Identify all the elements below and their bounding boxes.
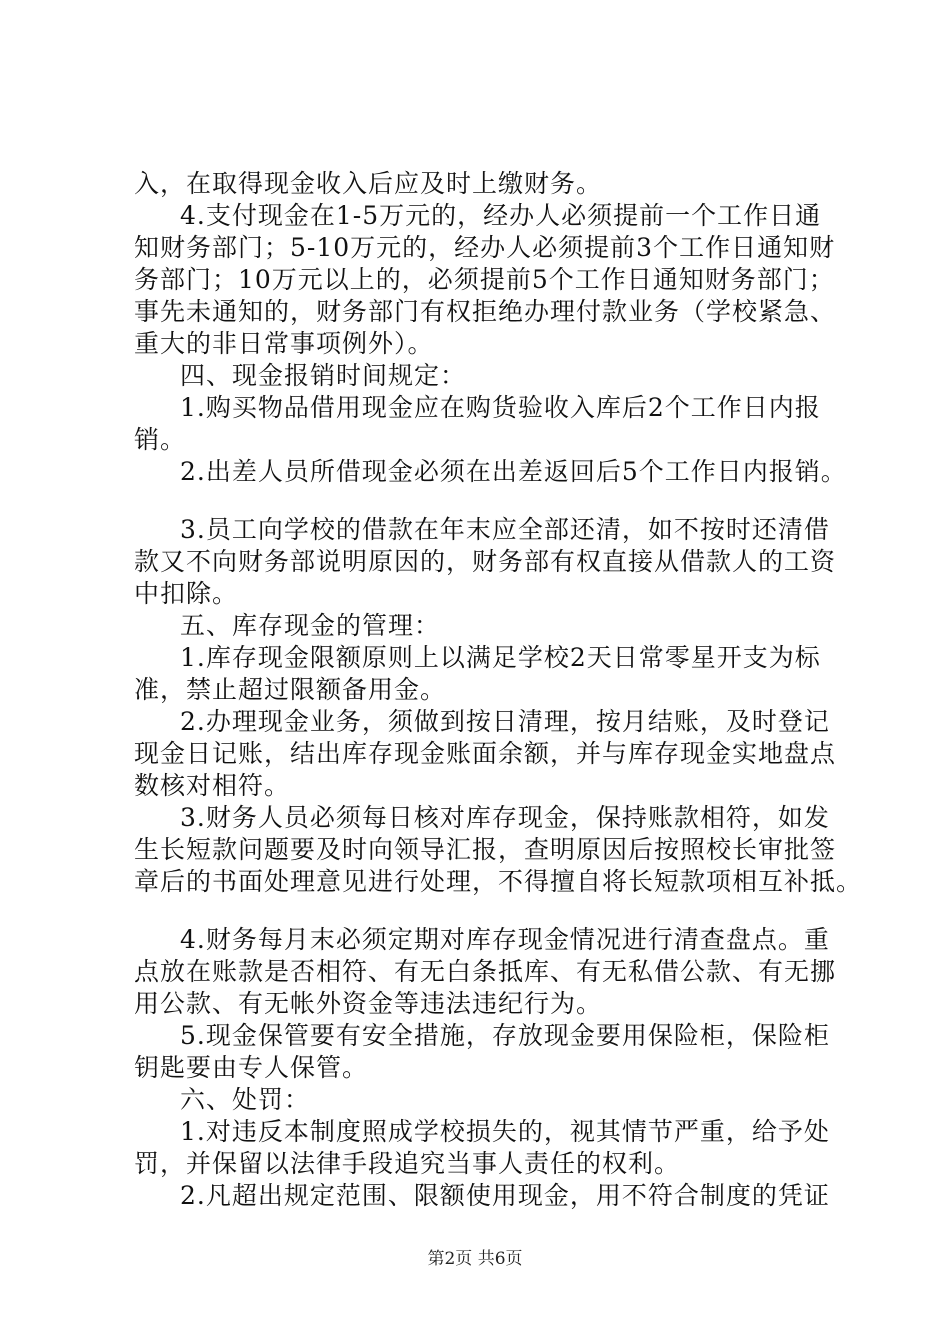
text-line: 重大的非日常事项例外）。 <box>134 329 434 358</box>
text-line: 1.购买物品借用现金应在购货验收入库后2个工作日内报 <box>180 393 821 422</box>
text-line: 现金日记账，结出库存现金账面余额，并与库存现金实地盘点 <box>134 739 837 768</box>
page-number-footer: 第2页 共6页 <box>427 1249 523 1269</box>
text-line: 3.财务人员必须每日核对库存现金，保持账款相符，如发 <box>180 803 830 832</box>
text-line: 1.库存现金限额原则上以满足学校2天日常零星开支为标 <box>180 643 821 672</box>
section-heading: 六、处罚： <box>180 1085 311 1114</box>
text-line: 章后的书面处理意见进行处理，不得擅自将长短款项相互补抵。 <box>134 867 863 896</box>
text-line: 知财务部门；5-10万元的，经办人必须提前3个工作日通知财 <box>134 233 836 262</box>
section-heading: 五、库存现金的管理： <box>180 611 441 640</box>
text-line: 5.现金保管要有安全措施，存放现金要用保险柜，保险柜 <box>180 1021 830 1050</box>
text-line: 4.财务每月末必须定期对库存现金情况进行清查盘点。重 <box>180 925 830 954</box>
paragraph-gap <box>134 488 834 514</box>
text-line: 3.员工向学校的借款在年末应全部还清，如不按时还清借 <box>180 515 830 544</box>
text-line: 中扣除。 <box>134 579 239 608</box>
paragraph-gap <box>134 898 834 924</box>
document-body <box>134 168 863 1212</box>
text-line: 2.凡超出规定范围、限额使用现金，用不符合制度的凭证 <box>180 1181 830 1210</box>
text-line: 生长短款问题要及时向领导汇报，查明原因后按照校长审批签 <box>134 835 837 864</box>
text-line: 务部门；10万元以上的，必须提前5个工作日通知财务部门； <box>134 265 835 294</box>
text-line: 2.出差人员所借现金必须在出差返回后5个工作日内报销。 <box>180 457 847 486</box>
text-line: 4.支付现金在1-5万元的，经办人必须提前一个工作日通 <box>180 201 822 230</box>
text-line: 款又不向财务部说明原因的，财务部有权直接从借款人的工资 <box>134 547 837 576</box>
text-line: 用公款、有无帐外资金等违法违纪行为。 <box>134 989 603 1018</box>
text-line: 销。 <box>134 425 187 454</box>
section-heading: 四、现金报销时间规定： <box>180 361 467 390</box>
text-line: 钥匙要由专人保管。 <box>134 1053 369 1082</box>
text-line: 入，在取得现金收入后应及时上缴财务。 <box>134 169 603 198</box>
text-line: 事先未通知的，财务部门有权拒绝办理付款业务（学校紧急、 <box>134 297 837 326</box>
text-line: 数核对相符。 <box>134 771 291 800</box>
text-line: 点放在账款是否相符、有无白条抵库、有无私借公款、有无挪 <box>134 957 837 986</box>
text-line: 准，禁止超过限额备用金。 <box>134 675 447 704</box>
text-line: 1.对违反本制度照成学校损失的，视其情节严重，给予处 <box>180 1117 830 1146</box>
text-line: 2.办理现金业务，须做到按日清理，按月结账，及时登记 <box>180 707 830 736</box>
text-line: 罚，并保留以法律手段追究当事人责任的权利。 <box>134 1149 681 1178</box>
